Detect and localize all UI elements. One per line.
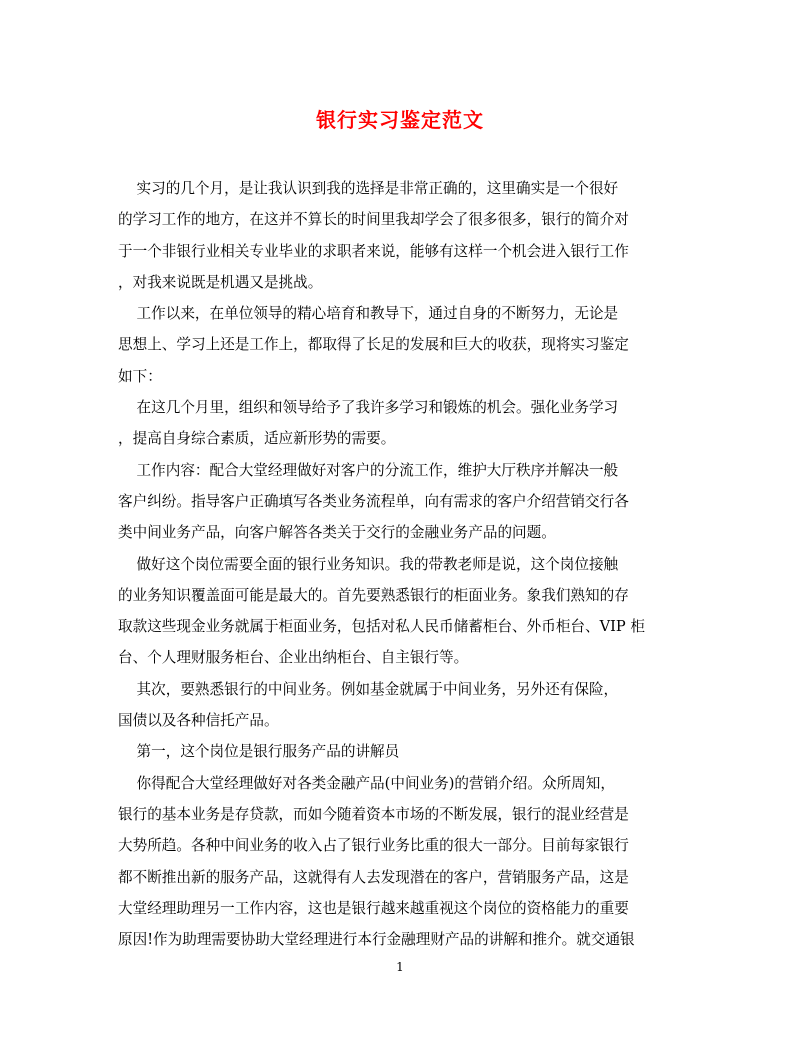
text-line: 客户纠纷。指导客户正确填写各类业务流程单，向有需求的客户介绍营销交行各 (118, 492, 629, 510)
text-line: 都不断推出新的服务产品，这就得有人去发现潜在的客户，营销服务产品，这是 (118, 868, 629, 886)
text-line: 银行的基本业务是存贷款，而如今随着资本市场的不断发展，银行的混业经营是 (118, 805, 629, 823)
text-line: 于一个非银行业相关专业毕业的求职者来说，能够有这样一个机会进入银行工作 (118, 242, 629, 260)
text-line: 原因!作为助理需要协助大堂经理进行本行金融理财产品的讲解和推介。就交通银 (118, 931, 635, 949)
text-line: 类中间业务产品，向客户解答各类关于交行的金融业务产品的问题。 (118, 524, 556, 542)
text-line: 取款这些现金业务就属于柜面业务，包括对私人民币储蓄柜台、外币柜台、VIP 柜 (118, 618, 645, 636)
text-line: 国债以及各种信托产品。 (118, 712, 279, 730)
text-line: 工作以来，在单位领导的精心培育和教导下，通过自身的不断努力，无论是 (118, 305, 619, 323)
document-title: 银行实习鉴定范文 (316, 108, 484, 132)
text-line: 工作内容：配合大堂经理做好对客户的分流工作，维护大厅秩序并解决一般 (118, 461, 619, 479)
text-line: 的学习工作的地方，在这并不算长的时间里我却学会了很多很多，银行的简介对 (118, 211, 629, 229)
text-line: 思想上、学习上还是工作上，都取得了长足的发展和巨大的收获，现将实习鉴定 (118, 336, 629, 354)
text-line: 实习的几个月，是让我认识到我的选择是非常正确的，这里确实是一个很好 (118, 180, 619, 197)
text-line: ，提高自身综合素质，适应新形势的需要。 (118, 430, 396, 448)
text-line: 其次，要熟悉银行的中间业务。例如基金就属于中间业务，另外还有保险， (118, 680, 619, 698)
text-line: 大堂经理助理另一工作内容，这也是银行越来越重视这个岗位的资格能力的重要 (118, 899, 629, 917)
text-line: 你得配合大堂经理做好对各类金融产品(中间业务)的营销介绍。众所周知， (118, 774, 615, 792)
page-number: 1 (396, 960, 404, 974)
text-line: 大势所趋。各种中间业务的收入占了银行业务比重的很大一部分。目前每家银行 (118, 837, 629, 855)
text-line: 做好这个岗位需要全面的银行业务知识。我的带教老师是说，这个岗位接触 (118, 555, 619, 573)
document-body (118, 173, 688, 955)
text-line: 台、个人理财服务柜台、企业出纳柜台、自主银行等。 (118, 649, 469, 667)
text-line: 在这几个月里，组织和领导给予了我许多学习和锻炼的机会。强化业务学习 (118, 399, 619, 417)
text-line: ，对我来说既是机遇又是挑战。 (118, 273, 323, 291)
text-line: 如下： (118, 367, 162, 385)
text-line: 的业务知识覆盖面可能是最大的。首先要熟悉银行的柜面业务。象我们熟知的存 (118, 586, 629, 604)
text-line: 第一，这个岗位是银行服务产品的讲解员 (118, 743, 400, 761)
